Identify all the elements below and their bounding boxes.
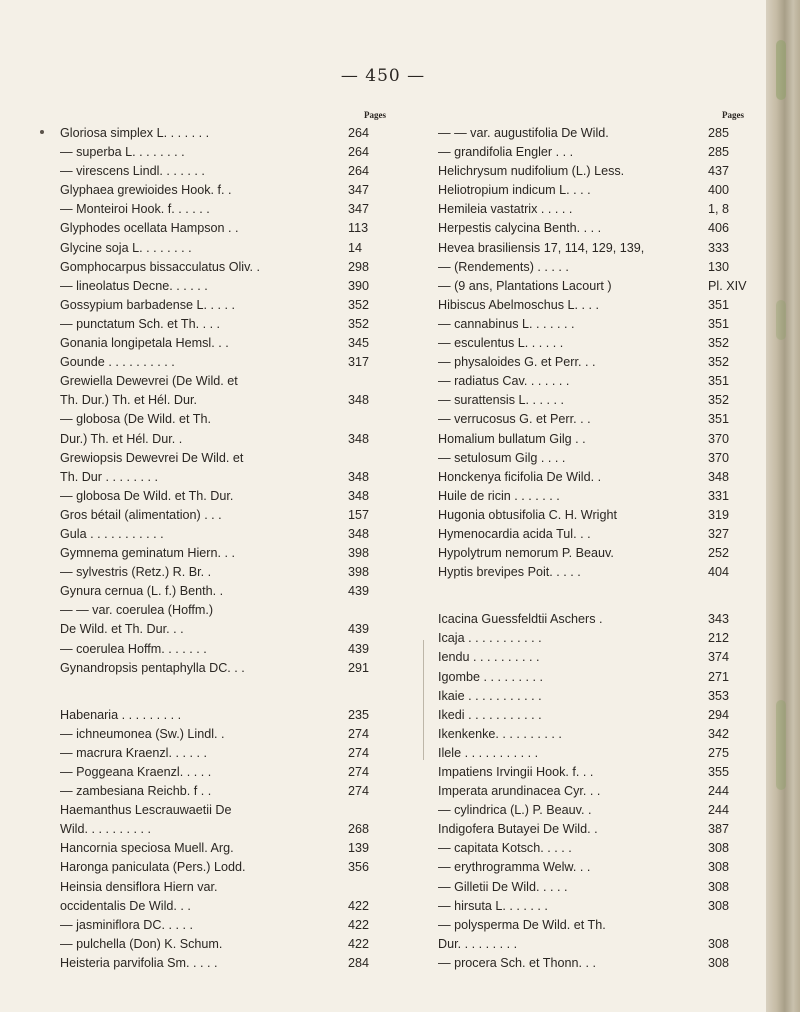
entry-page: 308 — [708, 955, 730, 970]
entry-name: — Poggeana Kraenzl. . . . . — [60, 765, 212, 779]
entry-name: Igombe . . . . . . . . . — [438, 669, 543, 684]
entry-name: Hugonia obtusifolia C. H. Wright — [438, 507, 617, 522]
entry-name: Haronga paniculata (Pers.) Lodd. — [60, 860, 246, 875]
index-entry — [60, 744, 396, 763]
entry-name: Glyphaea grewioides Hook. f. . — [60, 183, 232, 198]
index-entry — [438, 200, 754, 219]
entry-page: 343 — [708, 612, 730, 627]
entry-name: — esculentus L. . . . . . — [438, 336, 564, 351]
left-entries — [60, 124, 396, 973]
entry-name: — verrucosus G. et Perr. . . — [438, 412, 591, 427]
entry-page: 252 — [708, 546, 730, 561]
entry-page: 298 — [348, 259, 370, 274]
entry-page: 422 — [348, 936, 370, 951]
entry-name: Hibiscus Abelmoschus L. . . . — [438, 297, 599, 312]
entry-page: 348 — [708, 469, 730, 484]
index-entry — [438, 897, 754, 916]
index-entry — [438, 763, 754, 782]
entry-name: Hypolytrum nemorum P. Beauv. — [438, 546, 614, 561]
entry-name: Impatiens Irvingii Hook. f. . . — [438, 765, 594, 779]
entry-name: Icaja . . . . . . . . . . . — [438, 631, 542, 646]
entry-name: — procera Sch. et Thonn. . . — [438, 955, 596, 970]
entry-name: Gymnema geminatum Hiern. . . — [60, 546, 235, 561]
index-entry — [438, 258, 754, 277]
index-entry — [438, 391, 754, 410]
entry-name: — macrura Kraenzl. . . . . . — [60, 745, 207, 760]
entry-page: 327 — [708, 526, 730, 541]
section-gap — [438, 582, 754, 610]
entry-page: 285 — [708, 126, 730, 140]
index-entry — [438, 839, 754, 858]
entry-name: — radiatus Cav. . . . . . . — [438, 374, 570, 389]
index-column-left — [60, 106, 396, 973]
index-entry — [438, 315, 754, 334]
pages-header-right: Pages — [722, 110, 744, 120]
index-entry — [438, 954, 754, 973]
entry-name: Habenaria . . . . . . . . . — [60, 707, 182, 722]
entry-name: — surattensis L. . . . . . — [438, 393, 564, 408]
entry-name: Glycine soja L. . . . . . . . — [60, 240, 192, 255]
entry-name: Gossypium barbadense L. . . . . — [60, 297, 236, 312]
entry-name: Th. Dur.) Th. et Hél. Dur. — [60, 393, 197, 408]
entry-page: 212 — [708, 631, 730, 646]
entry-name: — punctatum Sch. et Th. . . . — [60, 316, 221, 331]
entry-name: Ilele . . . . . . . . . . . — [438, 745, 539, 760]
index-entry — [60, 239, 396, 258]
entry-name: Gonania longipetala Hemsl. . . — [60, 336, 229, 351]
entry-name: — setulosum Gilg . . . . — [438, 450, 566, 465]
index-entry — [60, 391, 396, 410]
entry-name: — (9 ans, Plantations Lacourt ) — [438, 278, 612, 293]
entry-page: 157 — [348, 507, 370, 522]
entry-page: 130 — [708, 259, 730, 274]
entry-name: — jasminiflora DC. . . . . — [60, 917, 193, 932]
entry-name: Ikaie . . . . . . . . . . . — [438, 688, 542, 703]
index-entry — [438, 277, 754, 296]
entry-page: 439 — [348, 584, 370, 599]
index-entry — [60, 916, 396, 935]
index-entry — [60, 782, 396, 801]
entry-page: 275 — [708, 745, 730, 760]
entry-page: 370 — [708, 450, 730, 465]
entry-name: — cannabinus L. . . . . . . — [438, 316, 575, 331]
index-entry — [60, 563, 396, 582]
entry-name: Dur. . . . . . . . . — [438, 936, 518, 951]
entry-name: Honckenya ficifolia De Wild. . — [438, 469, 602, 484]
entry-page: 274 — [348, 784, 370, 799]
entry-name: Hymenocardia acida Tul. . . — [438, 526, 591, 541]
index-entry — [60, 181, 396, 200]
entry-name: Hancornia speciosa Muell. Arg. — [60, 841, 234, 856]
entry-name: Th. Dur . . . . . . . . — [60, 469, 158, 484]
entry-name: — physaloides G. et Perr. . . — [438, 355, 596, 370]
entry-name: Gomphocarpus bissacculatus Oliv. . — [60, 259, 260, 274]
entry-name: Gynandropsis pentaphylla DC. . . — [60, 660, 245, 675]
entry-page: 387 — [708, 822, 730, 837]
entry-name: Iendu . . . . . . . . . . — [438, 650, 540, 665]
entry-name: — globosa De Wild. et Th. Dur. — [60, 488, 234, 503]
entry-page: 422 — [348, 898, 370, 913]
index-entry — [438, 353, 754, 372]
entry-page: 355 — [708, 765, 730, 779]
entry-page: 352 — [708, 393, 730, 408]
entry-page: 308 — [708, 936, 730, 951]
index-entry — [438, 334, 754, 353]
entry-name: — cylindrica (L.) P. Beauv. . — [438, 803, 592, 818]
entry-name: Helichrysum nudifolium (L.) Less. — [438, 164, 625, 179]
index-entry — [438, 801, 754, 820]
entry-page: Pl. XIV — [708, 278, 747, 293]
entry-page: 406 — [708, 221, 730, 236]
entry-page: 352 — [708, 336, 730, 351]
index-entry — [60, 544, 396, 563]
entry-page: 348 — [348, 393, 370, 408]
binding-stain — [776, 700, 786, 790]
index-entry — [438, 506, 754, 525]
entry-page: 1, 8 — [708, 202, 730, 217]
entry-page: 439 — [348, 622, 370, 637]
entry-page: 139 — [348, 841, 370, 856]
index-entry — [438, 468, 754, 487]
entry-name: occidentalis De Wild. . . — [60, 898, 191, 913]
index-entry — [60, 763, 396, 782]
index-entry — [60, 725, 396, 744]
index-entry — [60, 410, 396, 429]
index-entry — [60, 353, 396, 372]
entry-name: — capitata Kotsch. . . . . — [438, 841, 572, 856]
index-entry — [438, 668, 754, 687]
entry-name: — (Rendements) . . . . . — [438, 259, 569, 274]
entry-page: 308 — [708, 841, 730, 856]
entry-page: 274 — [348, 765, 370, 779]
index-entry — [60, 219, 396, 238]
entry-page: 404 — [708, 565, 730, 580]
entry-page: 113 — [348, 221, 369, 236]
pages-header-left: Pages — [364, 110, 386, 120]
entry-name: Huile de ricin . . . . . . . — [438, 488, 560, 503]
index-entry — [60, 143, 396, 162]
index-entry — [60, 601, 396, 620]
index-entry — [60, 296, 396, 315]
index-entry — [438, 725, 754, 744]
index-entry — [438, 525, 754, 544]
entry-page: 14 — [348, 240, 363, 255]
entry-name: — — var. coerulea (Hoffm.) — [60, 603, 214, 618]
index-entry — [60, 200, 396, 219]
index-entry — [438, 143, 754, 162]
entry-page: 439 — [348, 641, 370, 656]
entry-name: — ichneumonea (Sw.) Lindl. . — [60, 726, 225, 741]
binding-stain — [776, 300, 786, 340]
margin-mark — [40, 130, 44, 134]
index-entry — [60, 372, 396, 391]
entry-page: 345 — [348, 336, 370, 351]
entry-page: 356 — [348, 860, 370, 875]
entry-name: Heisteria parvifolia Sm. . . . . — [60, 955, 218, 970]
index-entry — [60, 162, 396, 181]
index-entry — [438, 430, 754, 449]
index-entry — [438, 372, 754, 391]
entry-page: 308 — [708, 898, 730, 913]
entry-page: 348 — [348, 431, 370, 446]
entry-page: 264 — [348, 126, 370, 140]
entry-name: — coerulea Hoffm. . . . . . . — [60, 641, 207, 656]
index-entry — [438, 239, 754, 258]
entry-page: 348 — [348, 526, 370, 541]
right-entries — [438, 124, 754, 973]
entry-page: 398 — [348, 546, 370, 561]
entry-page: 374 — [708, 650, 730, 665]
index-entry — [60, 430, 396, 449]
entry-page: 352 — [348, 297, 370, 312]
entry-page: 284 — [348, 955, 370, 970]
index-entry — [60, 315, 396, 334]
index-entry — [438, 782, 754, 801]
entry-page: 294 — [708, 707, 730, 722]
entry-name: — Monteiroi Hook. f. . . . . . — [60, 202, 210, 217]
entry-page: 264 — [348, 164, 370, 179]
entry-page: 244 — [708, 803, 730, 818]
entry-name: Imperata arundinacea Cyr. . . — [438, 784, 601, 799]
entry-name: Gounde . . . . . . . . . . — [60, 355, 175, 370]
entry-name: Heliotropium indicum L. . . . — [438, 183, 591, 198]
entry-page: 271 — [708, 669, 730, 684]
index-entry — [438, 820, 754, 839]
entry-page: 291 — [348, 660, 370, 675]
entry-page: 400 — [708, 183, 730, 198]
entry-page: 342 — [708, 726, 730, 741]
entry-page: 370 — [708, 431, 730, 446]
entry-name: Haemanthus Lescrauwaetii De — [60, 803, 232, 818]
entry-name: — polysperma De Wild. et Th. — [438, 917, 606, 932]
index-entry — [60, 935, 396, 954]
entry-page: 268 — [348, 822, 370, 837]
index-entry — [438, 858, 754, 877]
index-entry — [438, 162, 754, 181]
entry-name: — zambesiana Reichb. f . . — [60, 784, 212, 799]
index-entry — [438, 487, 754, 506]
entry-page: 333 — [708, 240, 730, 255]
entry-name: — virescens Lindl. . . . . . . — [60, 164, 205, 179]
index-entry — [438, 610, 754, 629]
entry-page: 351 — [708, 297, 730, 312]
entry-page: 285 — [708, 145, 730, 160]
index-entry — [60, 506, 396, 525]
index-entry — [60, 878, 396, 897]
index-entry — [438, 410, 754, 429]
page-number: — 450 — — [340, 66, 426, 86]
index-entry — [438, 449, 754, 468]
section-gap — [60, 678, 396, 706]
index-entry — [60, 124, 396, 143]
index-entry — [60, 954, 396, 973]
index-entry — [60, 897, 396, 916]
entry-name: — globosa (De Wild. et Th. — [60, 412, 211, 427]
entry-page: 347 — [348, 202, 370, 217]
entry-name: Homalium bullatum Gilg . . — [438, 431, 586, 446]
index-entry — [438, 563, 754, 582]
index-entry — [438, 916, 754, 935]
index-entry — [60, 820, 396, 839]
entry-page: 352 — [708, 355, 730, 370]
entry-page: 331 — [708, 488, 730, 503]
entry-name: Gynura cernua (L. f.) Benth. . — [60, 584, 224, 599]
entry-name: Dur.) Th. et Hél. Dur. . — [60, 431, 183, 446]
index-entry — [438, 878, 754, 897]
entry-name: — pulchella (Don) K. Schum. — [60, 936, 223, 951]
entry-page: 351 — [708, 374, 730, 389]
index-entry — [438, 219, 754, 238]
entry-page: 319 — [708, 507, 730, 522]
entry-page: 437 — [708, 164, 730, 179]
index-entry — [438, 648, 754, 667]
entry-page: 348 — [348, 488, 370, 503]
index-entry — [60, 334, 396, 353]
entry-name: Hevea brasiliensis 17, 114, 129, 139, — [438, 240, 645, 255]
index-entry — [60, 659, 396, 678]
entry-page: 348 — [348, 469, 370, 484]
entry-name: — — var. augustifolia De Wild. — [438, 126, 609, 140]
index-entry — [438, 181, 754, 200]
index-entry — [60, 277, 396, 296]
entry-page: 353 — [708, 688, 730, 703]
entry-page: 398 — [348, 565, 370, 580]
entry-page: 351 — [708, 316, 730, 331]
entry-name: De Wild. et Th. Dur. . . — [60, 622, 184, 637]
index-entry — [60, 839, 396, 858]
index-entry — [60, 801, 396, 820]
index-entry — [438, 124, 754, 143]
index-column-right — [438, 106, 754, 973]
entry-page: 352 — [348, 316, 370, 331]
entry-name: — lineolatus Decne. . . . . . — [60, 278, 208, 293]
entry-page: 264 — [348, 145, 370, 160]
entry-name: — hirsuta L. . . . . . . — [438, 898, 548, 913]
index-entry — [438, 629, 754, 648]
entry-name: Ikenkenke. . . . . . . . . . — [438, 726, 562, 741]
entry-name: — erythrogramma Welw. . . — [438, 860, 591, 875]
entry-name: Glyphodes ocellata Hampson . . — [60, 221, 239, 236]
entry-page: 317 — [348, 355, 370, 370]
index-entry — [60, 582, 396, 601]
index-entry — [438, 687, 754, 706]
entry-name: — Gilletii De Wild. . . . . — [438, 879, 568, 894]
index-entry — [60, 487, 396, 506]
entry-page: 235 — [348, 707, 370, 722]
entry-page: 308 — [708, 879, 730, 894]
index-entry — [438, 296, 754, 315]
entry-name: Heinsia densiflora Hiern var. — [60, 879, 218, 894]
entry-page: 308 — [708, 860, 730, 875]
binding-stain — [776, 40, 786, 100]
index-entry — [438, 744, 754, 763]
entry-name: Grewiella Dewevrei (De Wild. et — [60, 374, 238, 389]
index-entry — [60, 640, 396, 659]
entry-name: Wild. . . . . . . . . . — [60, 822, 151, 837]
entry-name: Ikedi . . . . . . . . . . . — [438, 707, 542, 722]
index-entry — [60, 706, 396, 725]
entry-name: Indigofera Butayei De Wild. . — [438, 822, 598, 837]
entry-name: — sylvestris (Retz.) R. Br. . — [60, 565, 212, 580]
entry-page: 390 — [348, 278, 370, 293]
index-entry — [60, 525, 396, 544]
entry-page: 351 — [708, 412, 730, 427]
entry-name: — superba L. . . . . . . . — [60, 145, 185, 160]
index-entry — [60, 620, 396, 639]
book-binding-edge — [766, 0, 800, 1012]
entry-name: Gros bétail (alimentation) . . . — [60, 507, 222, 522]
entry-name: Gloriosa simplex L. . . . . . . — [60, 126, 210, 140]
entry-page: 347 — [348, 183, 370, 198]
entry-page: 422 — [348, 917, 370, 932]
entry-name: — grandifolia Engler . . . — [438, 145, 574, 160]
entry-name: Hyptis brevipes Poit. . . . . — [438, 565, 581, 580]
entry-page: 244 — [708, 784, 730, 799]
index-entry — [438, 544, 754, 563]
index-entry — [60, 468, 396, 487]
entry-name: Icacina Guessfeldtii Aschers . — [438, 612, 603, 627]
entry-page: 274 — [348, 726, 370, 741]
entry-name: Herpestis calycina Benth. . . . — [438, 221, 602, 236]
index-entry — [60, 449, 396, 468]
index-entry — [60, 858, 396, 877]
index-entry — [60, 258, 396, 277]
entry-name: Hemileia vastatrix . . . . . — [438, 202, 573, 217]
entry-name: Gula . . . . . . . . . . . — [60, 526, 164, 541]
index-entry — [438, 935, 754, 954]
entry-name: Grewiopsis Dewevrei De Wild. et — [60, 450, 244, 465]
entry-page: 274 — [348, 745, 370, 760]
column-divider — [423, 640, 424, 760]
index-entry — [438, 706, 754, 725]
